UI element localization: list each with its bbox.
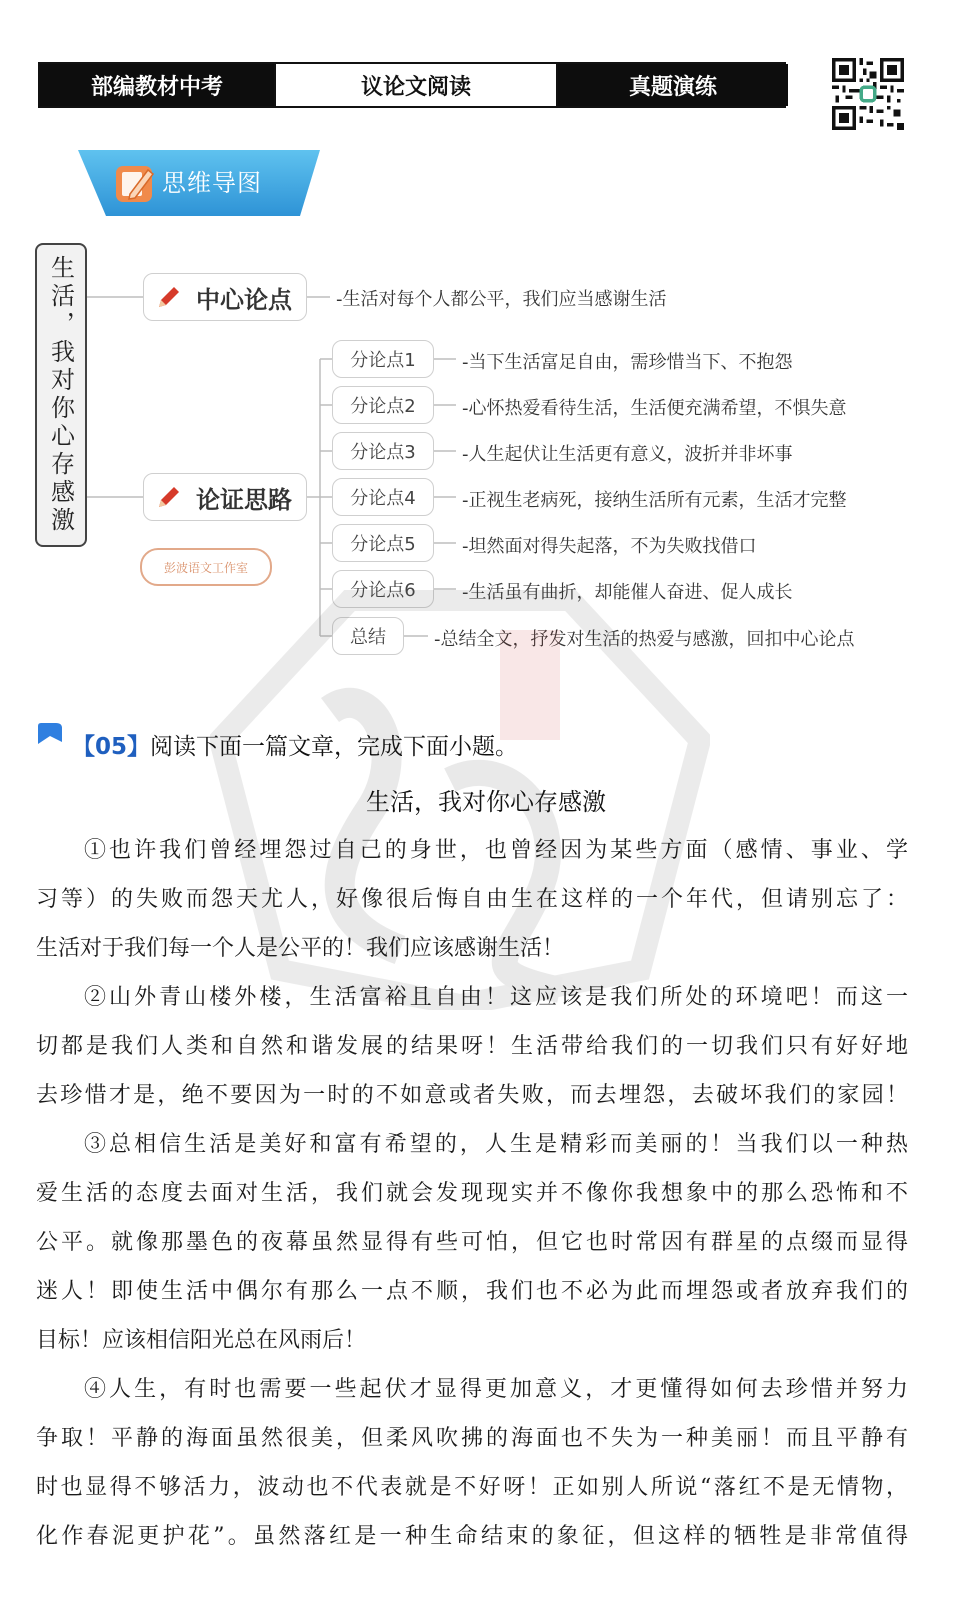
header-tab-bar — [38, 62, 786, 108]
tab-exam-practice[interactable]: 真题演练 — [558, 64, 788, 106]
paragraph-3-line-1: ③总相信生活是美好和富有希望的，人生是精彩而美丽的！当我们以一种热 — [84, 1132, 908, 1157]
qr-code-icon — [832, 58, 904, 130]
pencil-icon — [156, 284, 182, 310]
mindmap-badge-label: 思维导图 — [162, 169, 262, 197]
central-argument-label: 中心论点 — [196, 285, 292, 314]
paragraph-1-line-3: 生活对于我们每一个人是公平的！我们应该感谢生活！ — [36, 936, 565, 961]
sub-point-2: 分论点2 — [332, 386, 434, 424]
paragraph-3-line-2: 爱生活的态度去面对生活，我们就会发现现实并不像你我想象中的那么恐怖和不 — [36, 1181, 908, 1206]
paragraph-3-line-4: 迷人！即使生活中偶尔有那么一点不顺，我们也不必为此而埋怨或者放弃我们的 — [36, 1279, 908, 1304]
question-number: 【05】 — [72, 734, 151, 760]
mindmap-root — [35, 243, 87, 547]
central-argument-text: -生活对每个人都公平，我们应当感谢生活 — [336, 289, 667, 310]
paragraph-4-line-2: 争取！平静的海面虽然很美，但柔风吹拂的海面也不失为一种美丽！而且平静有 — [36, 1426, 908, 1451]
sub-point-1: 分论点1 — [332, 340, 434, 378]
paragraph-1-line-1: ①也许我们曾经埋怨过自己的身世，也曾经因为某些方面（感情、事业、学 — [84, 838, 908, 863]
tab-textbook-exam[interactable]: 部编教材中考 — [40, 64, 274, 106]
central-argument-node — [143, 273, 307, 321]
reasoning-label: 论证思路 — [196, 485, 292, 514]
paragraph-3-line-3: 公平。就像那墨色的夜幕虽然显得有些可怕，但它也时常因有群星的点缀而显得 — [36, 1230, 908, 1255]
sub-point-6: 分论点6 — [332, 570, 434, 608]
sub-point-6-text: -生活虽有曲折，却能催人奋进、促人成长 — [462, 582, 793, 603]
paragraph-2-line-3: 去珍惜才是，绝不要因为一时的不如意或者失败，而去埋怨，去破坏我们的家园！ — [36, 1083, 908, 1108]
sub-point-3: 分论点3 — [332, 432, 434, 470]
question-text: 阅读下面一篇文章，完成下面小题。 — [150, 734, 519, 760]
article-title: 生活，我对你心存感激 — [366, 788, 606, 816]
mindmap-root-label: 生活，我对你心存感激 — [46, 255, 75, 535]
studio-stamp: 彭波语文工作室 — [140, 548, 272, 586]
paragraph-2-line-2: 切都是我们人类和自然和谐发展的结果呀！生活带给我们的一切我们只有好好地 — [36, 1034, 908, 1059]
sub-point-5: 分论点5 — [332, 524, 434, 562]
paragraph-2-line-1: ②山外青山楼外楼，生活富裕且自由！这应该是我们所处的环境吧！而这一 — [84, 985, 908, 1010]
sub-point-1-text: -当下生活富足自由，需珍惜当下、不抱怨 — [462, 352, 793, 373]
paragraph-4-line-4: 化作春泥更护花”。虽然落红是一种生命结束的象征，但这样的牺牲是非常值得 — [36, 1524, 908, 1549]
paragraph-4-line-3: 时也显得不够活力，波动也不代表就是不好呀！正如别人所说“落红不是无情物， — [36, 1475, 908, 1500]
summary-text: -总结全文，抒发对生活的热爱与感激，回扣中心论点 — [434, 629, 855, 650]
sub-point-4-text: -正视生老病死，接纳生活所有元素，生活才完整 — [462, 490, 847, 511]
bookmark-icon — [36, 722, 64, 748]
sub-point-5-text: -坦然面对得失起落，不为失败找借口 — [462, 536, 757, 557]
sub-point-2-text: -心怀热爱看待生活，生活便充满希望，不惧失意 — [462, 398, 847, 419]
question-prompt — [72, 728, 518, 761]
paragraph-4-line-1: ④人生，有时也需要一些起伏才显得更加意义，才更懂得如何去珍惜并努力 — [84, 1377, 908, 1402]
pencil-icon — [156, 484, 182, 510]
reasoning-node — [143, 473, 307, 521]
summary-node: 总结 — [332, 617, 404, 655]
paragraph-3-line-5: 目标！应该相信阳光总在风雨后！ — [36, 1328, 367, 1353]
paragraph-1-line-2: 习等）的失败而怨天尤人，好像很后悔自由生在这样的一个年代，但请别忘了： — [36, 887, 908, 912]
sub-point-3-text: -人生起伏让生活更有意义，波折并非坏事 — [462, 444, 793, 465]
sub-point-4: 分论点4 — [332, 478, 434, 516]
tab-argumentative-reading[interactable]: 议论文阅读 — [274, 64, 558, 106]
